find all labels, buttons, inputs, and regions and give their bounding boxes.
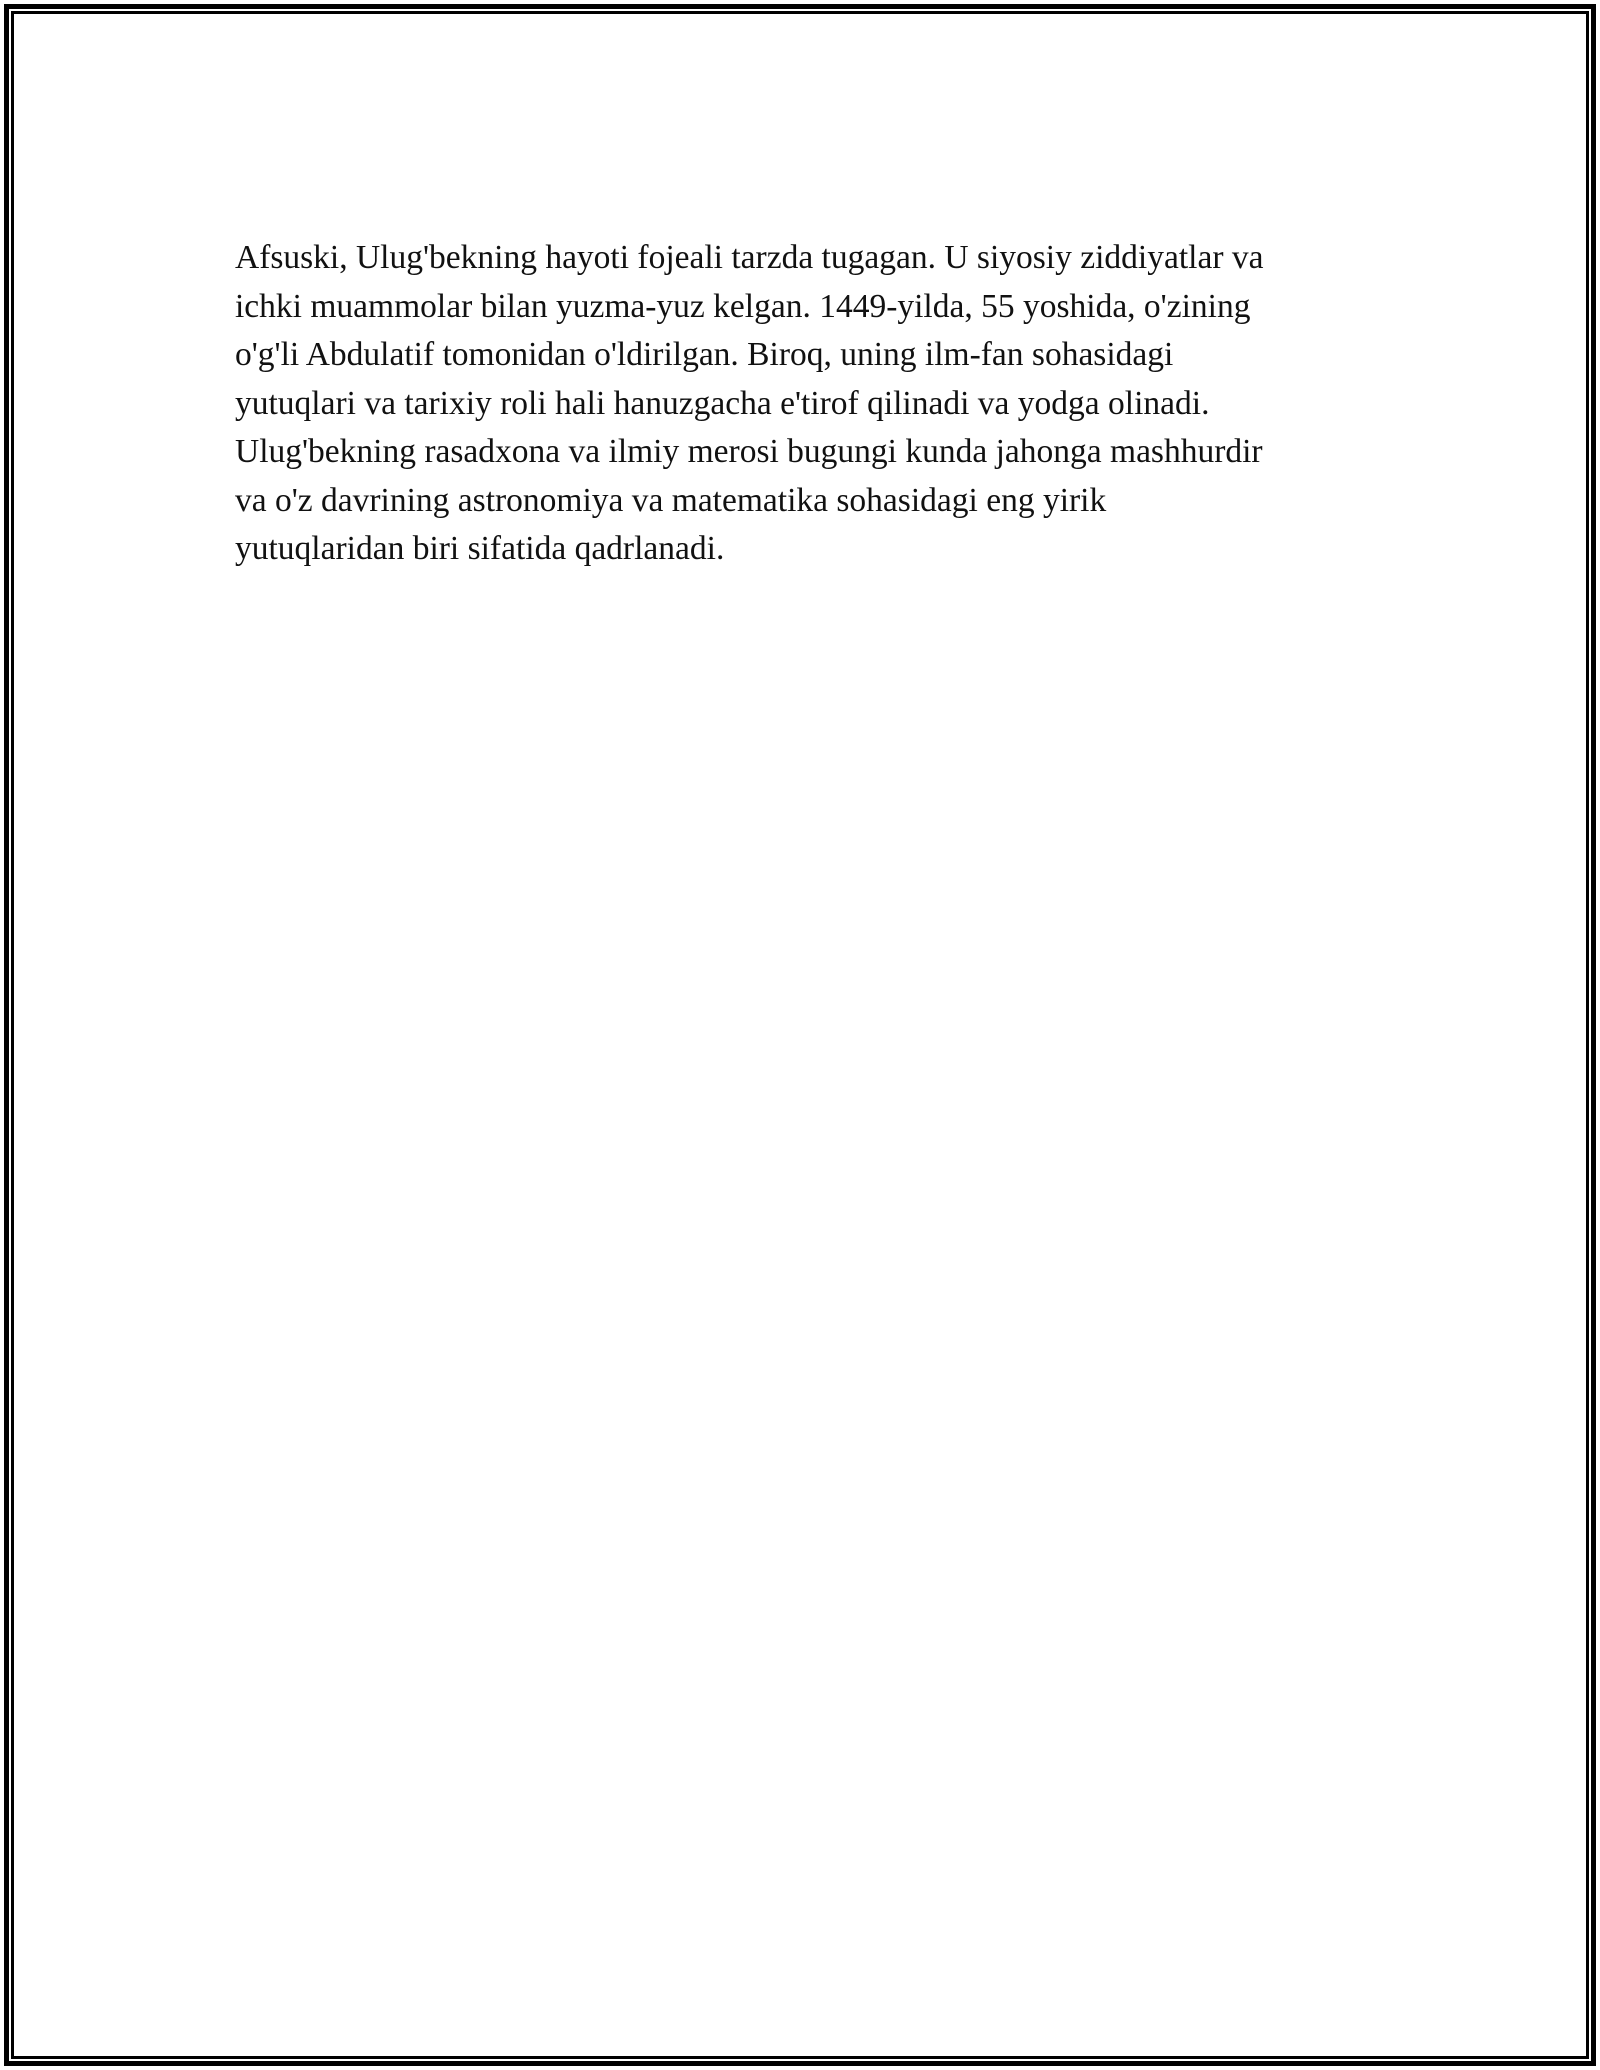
paragraph-line: Afsuski, Ulug'bekning hayoti fojeali tarzda tugagan. U siyosiy ziddiyatlar va	[235, 239, 1264, 276]
paragraph-line: ichki muammolar bilan yuzma-yuz kelgan. 1449-yilda, 55 yoshida, o'zining	[235, 287, 1251, 325]
paragraph-line: yutuqlaridan biri sifatida qadrlanadi.	[235, 530, 725, 567]
paragraph-line: va o'z davrining astronomiya va matematika sohasidagi eng yirik	[235, 481, 1107, 519]
paragraph-line: o'g'li Abdulatif tomonidan o'ldirilgan. Biroq, uning ilm-fan sohasidagi	[235, 336, 1174, 373]
body-paragraph	[235, 234, 1375, 574]
page-body	[235, 234, 1375, 574]
paragraph-line: yutuqlari va tarixiy roli hali hanuzgacha e'tirof qilinadi va yodga olinadi.	[235, 384, 1210, 422]
paragraph-line: Ulug'bekning rasadxona va ilmiy merosi bugungi kunda jahonga mashhurdir	[235, 433, 1263, 470]
